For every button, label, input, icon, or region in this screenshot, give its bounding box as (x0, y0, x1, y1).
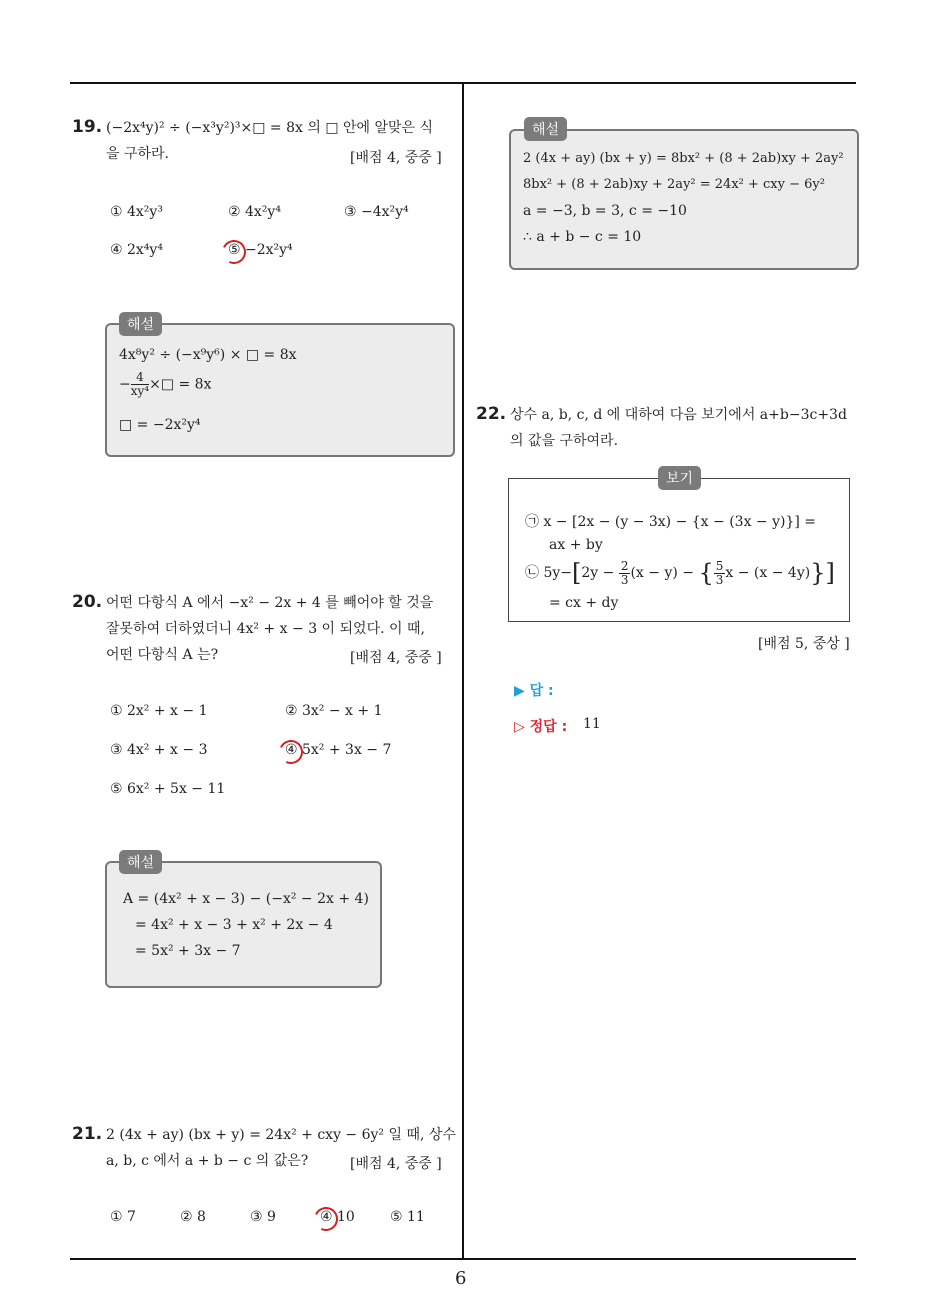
q21-option-5[interactable]: ⑤ 11 (390, 1209, 425, 1225)
q19-option-5[interactable]: ⑤ −2x²y⁴ (228, 242, 293, 258)
column-divider (462, 82, 464, 1260)
q21-option-4[interactable]: ④ 10 (320, 1209, 355, 1225)
q20-option-3[interactable]: ③ 4x² + x − 3 (110, 742, 208, 758)
q22-bogi-tag: 보기 (658, 466, 701, 490)
q21-solution-box (509, 129, 859, 270)
q19-solution-line1: 4x⁸y² ÷ (−x⁹y⁶) × □ = 8x (119, 347, 297, 363)
q20-option-2[interactable]: ② 3x² − x + 1 (285, 703, 383, 719)
q19-solution-line2: − $\frac{4}{\text{xy⁴}}$ ×□ = 8x (119, 370, 212, 398)
q20-solution-line1: A = (4x² + x − 3) − (−x² − 2x + 4) (123, 891, 369, 907)
q22-bogi-item2-line1: ㉡ 5y−[2y − $\frac{2}{3}$ (x − y) − { $\frac{5}{3}$ x − (x − 4y)}] (525, 558, 835, 587)
q20-text-line3: 어떤 다항식 A 는? (106, 647, 219, 663)
q22-bogi-box (508, 478, 850, 622)
q22-bogi-item1-line1: ㉠ x − [2x − (y − 3x) − {x − (3x − y)}] = (525, 514, 817, 530)
q22-bogi-item1-line2: ax + by (549, 537, 603, 553)
q20-solution-line2: = 4x² + x − 3 + x² + 2x − 4 (135, 917, 333, 933)
q22-fraction-2-3: $\frac{2}{3}$ (620, 558, 629, 587)
q19-text-line1: (−2x⁴y)² ÷ (−x³y²)³×□ = 8x 의 □ 안에 알맞은 식 (106, 120, 434, 136)
q19-option-4[interactable]: ④ 2x⁴y⁴ (110, 242, 163, 258)
q19-solution-tag: 해설 (119, 312, 162, 336)
q19-solution-line3: □ = −2x²y⁴ (119, 417, 201, 433)
q21-option-3[interactable]: ③ 9 (250, 1209, 276, 1225)
q20-option-1[interactable]: ① 2x² + x − 1 (110, 703, 208, 719)
page-number: 6 (455, 1268, 467, 1289)
bottom-rule (70, 1258, 856, 1260)
q22-correct-value: 11 (583, 716, 601, 732)
q22-text-line1: 상수 a, b, c, d 에 대하여 다음 보기에서 a+b−3c+3d (510, 407, 847, 423)
q19-option-2[interactable]: ② 4x²y⁴ (228, 204, 281, 220)
q21-solution-line1: 2 (4x + ay) (bx + y) = 8bx² + (8 + 2ab)xy + 2ay² (523, 151, 844, 166)
q21-text-line2: a, b, c 에서 a + b − c 의 값은? (106, 1153, 309, 1169)
q20-solution-line3: = 5x² + 3x − 7 (135, 943, 241, 959)
q22-score: [배점 5, 중상 ] (758, 636, 850, 652)
q21-solution-line2: 8bx² + (8 + 2ab)xy + 2ay² = 24x² + cxy − 6y² (523, 177, 825, 192)
q22-answer-label: ▶ 답 : (514, 683, 554, 699)
q19-solution-box (105, 323, 455, 457)
q22-correct-label: ▷ 정답 : (514, 719, 568, 735)
q22-number: 22. (476, 404, 507, 424)
q21-option-1[interactable]: ① 7 (110, 1209, 136, 1225)
q20-solution-box (105, 861, 382, 988)
q19-number: 19. (72, 117, 103, 137)
q22-fraction-5-3: $\frac{5}{3}$ (715, 558, 724, 587)
q21-solution-line4: ∴ a + b − c = 10 (523, 229, 642, 245)
q20-score: [배점 4, 중중 ] (350, 650, 442, 666)
q22-bogi-item2-line2: = cx + dy (549, 595, 619, 611)
q20-text-line1: 어떤 다항식 A 에서 −x² − 2x + 4 를 빼어야 할 것을 (106, 595, 434, 611)
q19-score: [배점 4, 중중 ] (350, 150, 442, 166)
q20-number: 20. (72, 592, 103, 612)
q21-option-2[interactable]: ② 8 (180, 1209, 206, 1225)
q19-option-3[interactable]: ③ −4x²y⁴ (344, 204, 409, 220)
q21-text-line1: 2 (4x + ay) (bx + y) = 24x² + cxy − 6y² 일 때, 상수 (106, 1127, 456, 1143)
q21-solution-tag: 해설 (524, 117, 567, 141)
q19-option-1[interactable]: ① 4x²y³ (110, 204, 163, 220)
q20-solution-tag: 해설 (119, 850, 162, 874)
q21-solution-line3: a = −3, b = 3, c = −10 (523, 203, 687, 219)
q19-text-line2: 을 구하라. (106, 146, 169, 162)
q21-number: 21. (72, 1124, 103, 1144)
q20-option-5[interactable]: ⑤ 6x² + 5x − 11 (110, 781, 226, 797)
q22-text-line2: 의 값을 구하여라. (510, 433, 619, 449)
q20-option-4[interactable]: ④ 5x² + 3x − 7 (285, 742, 392, 758)
q21-score: [배점 4, 중중 ] (350, 1156, 442, 1172)
q20-text-line2: 잘못하여 더하였더니 4x² + x − 3 이 되었다. 이 때, (106, 621, 425, 637)
q19-solution-fraction: $\frac{4}{\text{xy⁴}}$ (130, 370, 150, 398)
